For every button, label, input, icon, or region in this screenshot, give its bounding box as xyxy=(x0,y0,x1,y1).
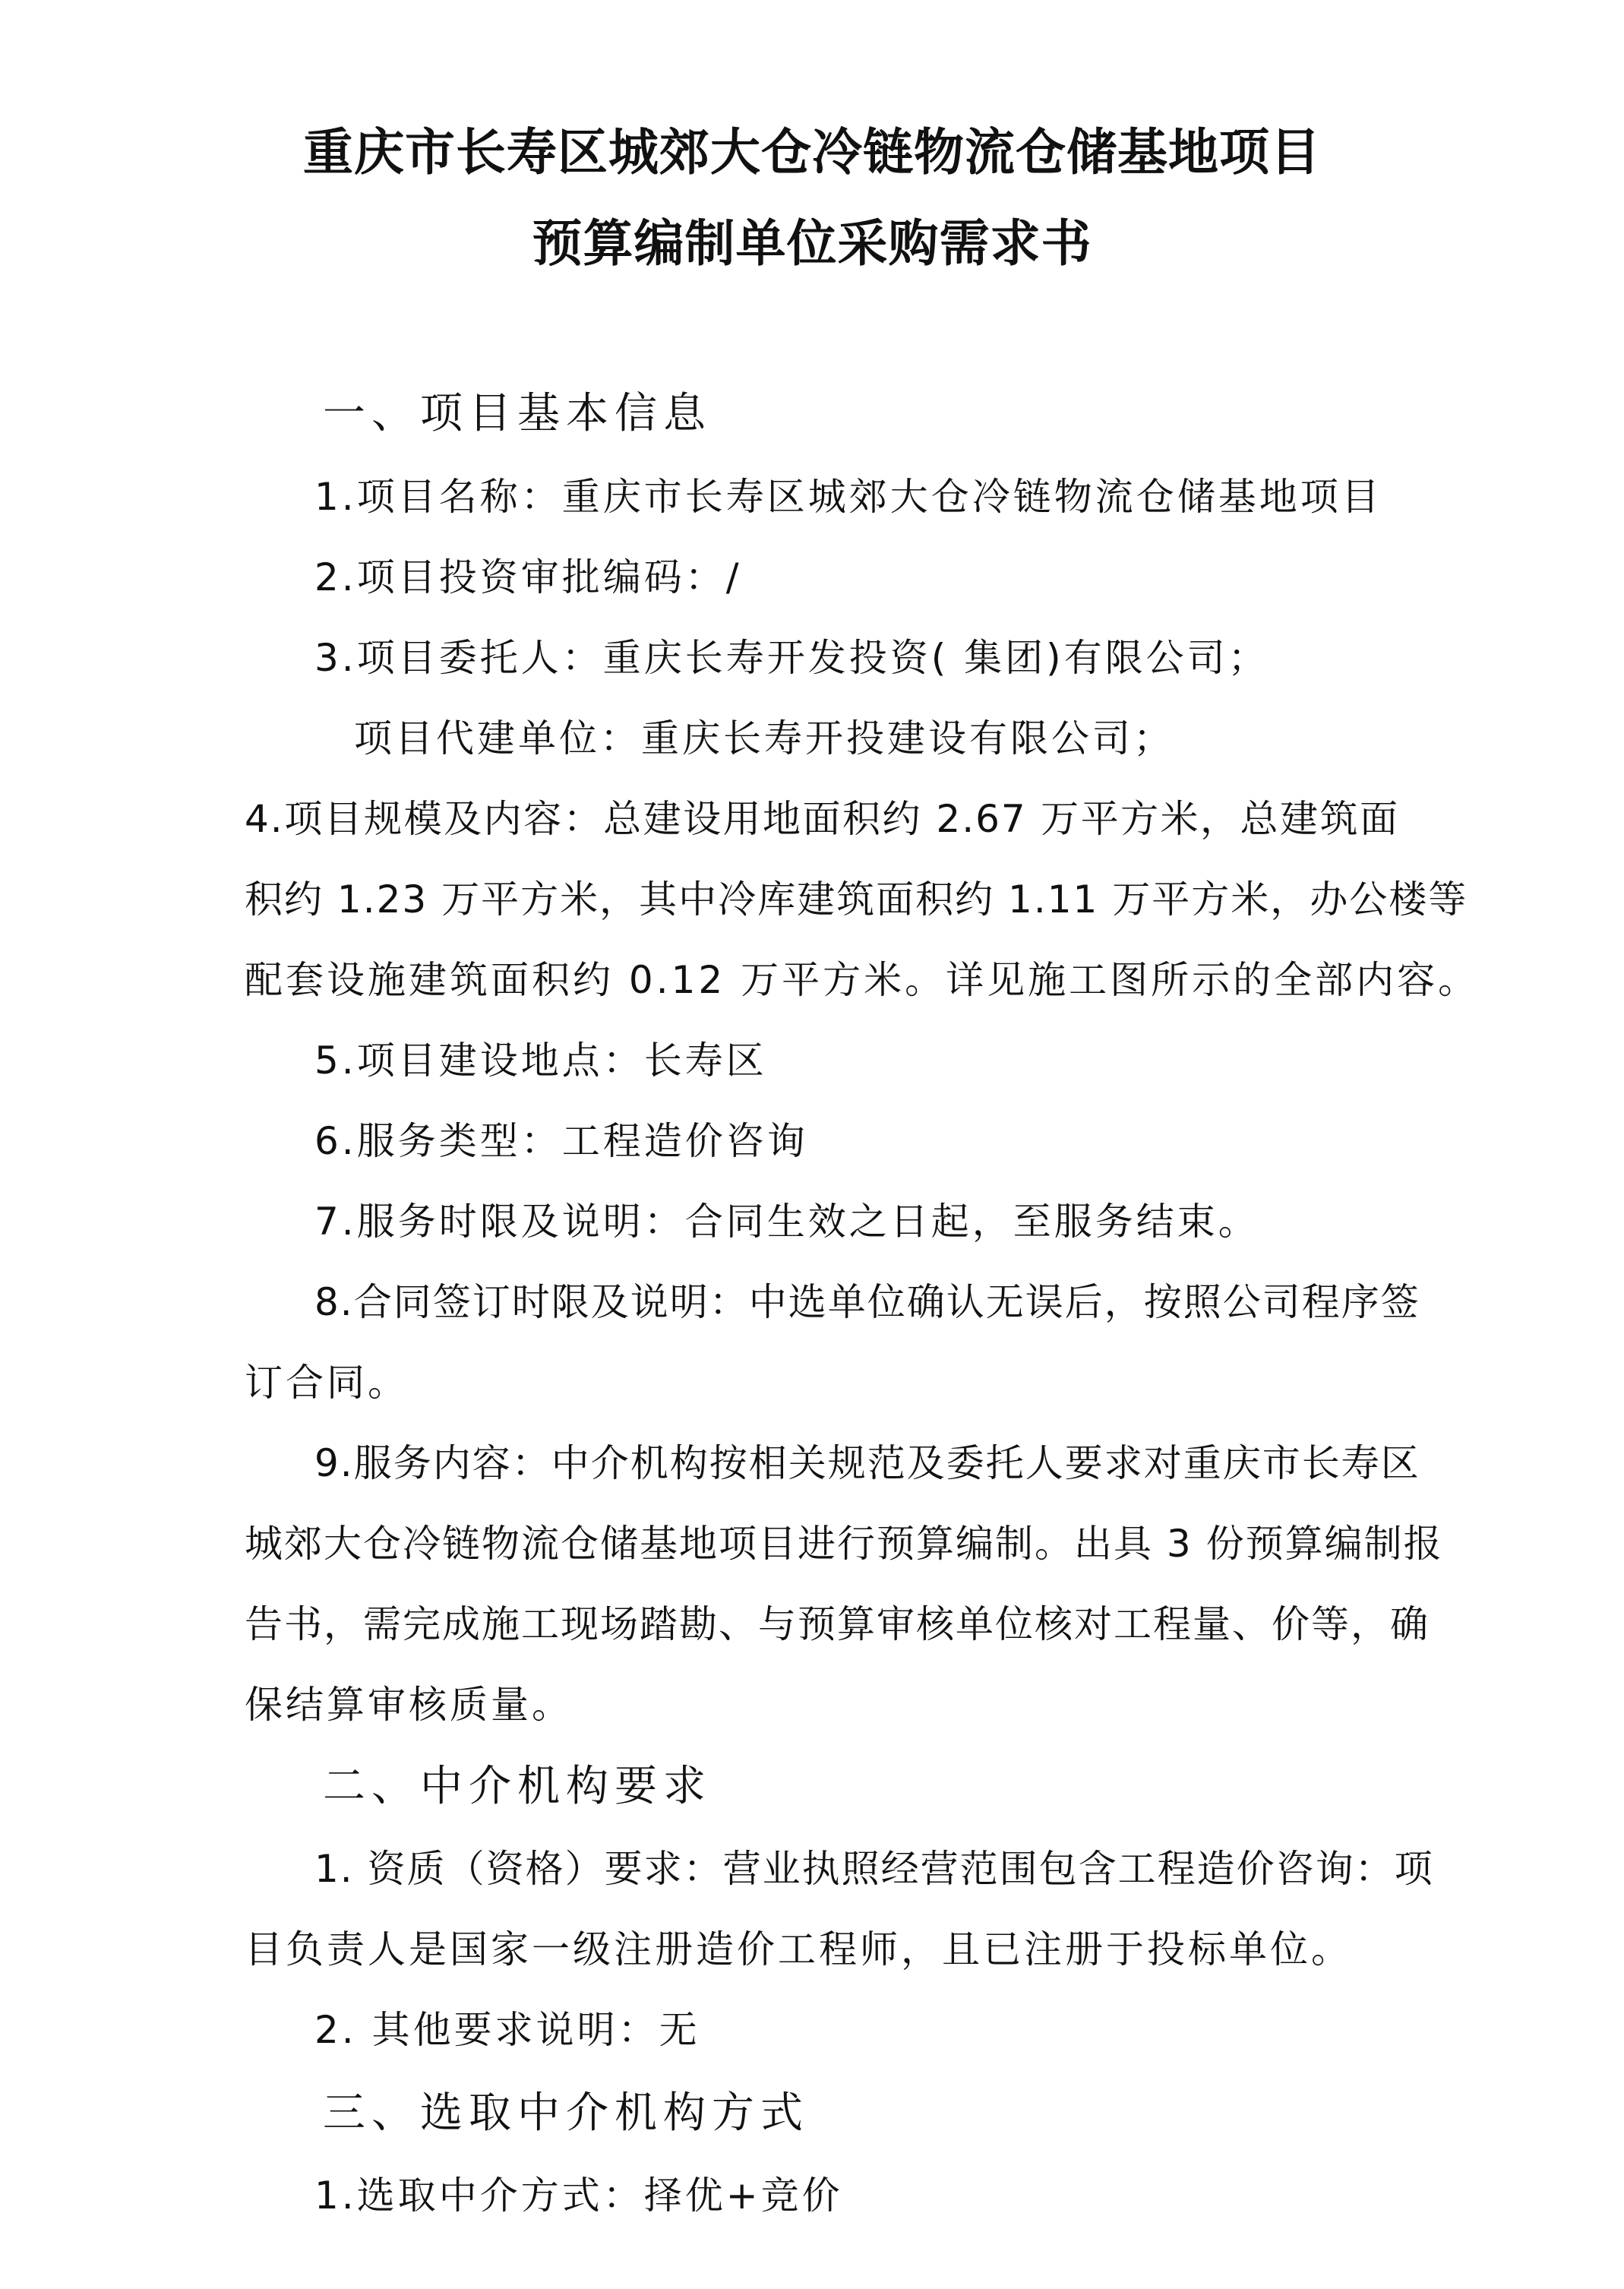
section1-item4-line1: 4.项目规模及内容：总建设用地面积约 2.67 万平方米，总建筑面 xyxy=(245,797,1399,841)
section2-item1-line2: 目负责人是国家一级注册造价工程师，且已注册于投标单位。 xyxy=(245,1927,1352,1971)
section2-item1-line1: 1. 资质（资格）要求：营业执照经营范围包含工程造价咨询：项 xyxy=(314,1847,1434,1891)
section1-item8-line2: 订合同。 xyxy=(245,1361,409,1405)
section3-heading: 三、选取中介机构方式 xyxy=(323,2088,809,2138)
section1-item2: 2.项目投资审批编码：/ xyxy=(314,555,742,599)
section1-item5: 5.项目建设地点：长寿区 xyxy=(314,1039,767,1083)
section1-item3: 3.项目委托人：重庆长寿开发投资( 集团)有限公司； xyxy=(314,636,1269,680)
section1-item9-line4: 保结算审核质量。 xyxy=(245,1683,573,1727)
document-title-line1: 重庆市长寿区城郊大仓冷链物流仓储基地项目 xyxy=(303,122,1321,182)
section1-item9-line3: 告书，需完成施工现场踏勘、与预算审核单位核对工程量、价等，确 xyxy=(245,1602,1430,1646)
section2-heading: 二、中介机构要求 xyxy=(323,1762,712,1811)
section1-item4-line2: 积约 1.23 万平方米，其中冷库建筑面积约 1.11 万平方米，办公楼等 xyxy=(245,877,1468,922)
section1-item9-line1: 9.服务内容：中介机构按相关规范及委托人要求对重庆市长寿区 xyxy=(314,1441,1420,1485)
section1-item8-line1: 8.合同签订时限及说明：中选单位确认无误后，按照公司程序签 xyxy=(314,1280,1420,1324)
section1-item7: 7.服务时限及说明：合同生效之日起，至服务结束。 xyxy=(314,1200,1259,1244)
section3-item1: 1.选取中介方式：择优+竞价 xyxy=(314,2174,843,2218)
section2-item2: 2. 其他要求说明：无 xyxy=(314,2008,700,2052)
section1-item9-line2: 城郊大仓冷链物流仓储基地项目进行预算编制。出具 3 份预算编制报 xyxy=(245,1522,1443,1566)
section1-heading: 一、项目基本信息 xyxy=(323,389,712,438)
document-title-line2: 预算编制单位采购需求书 xyxy=(532,213,1092,273)
section1-item6: 6.服务类型：工程造价咨询 xyxy=(314,1119,808,1163)
section1-item3b: 项目代建单位：重庆长寿开投建设有限公司； xyxy=(354,716,1174,760)
section1-item4-line3: 配套设施建筑面积约 0.12 万平方米。详见施工图所示的全部内容。 xyxy=(245,958,1480,1002)
section1-item1: 1.项目名称：重庆市长寿区城郊大仓冷链物流仓储基地项目 xyxy=(314,475,1382,519)
